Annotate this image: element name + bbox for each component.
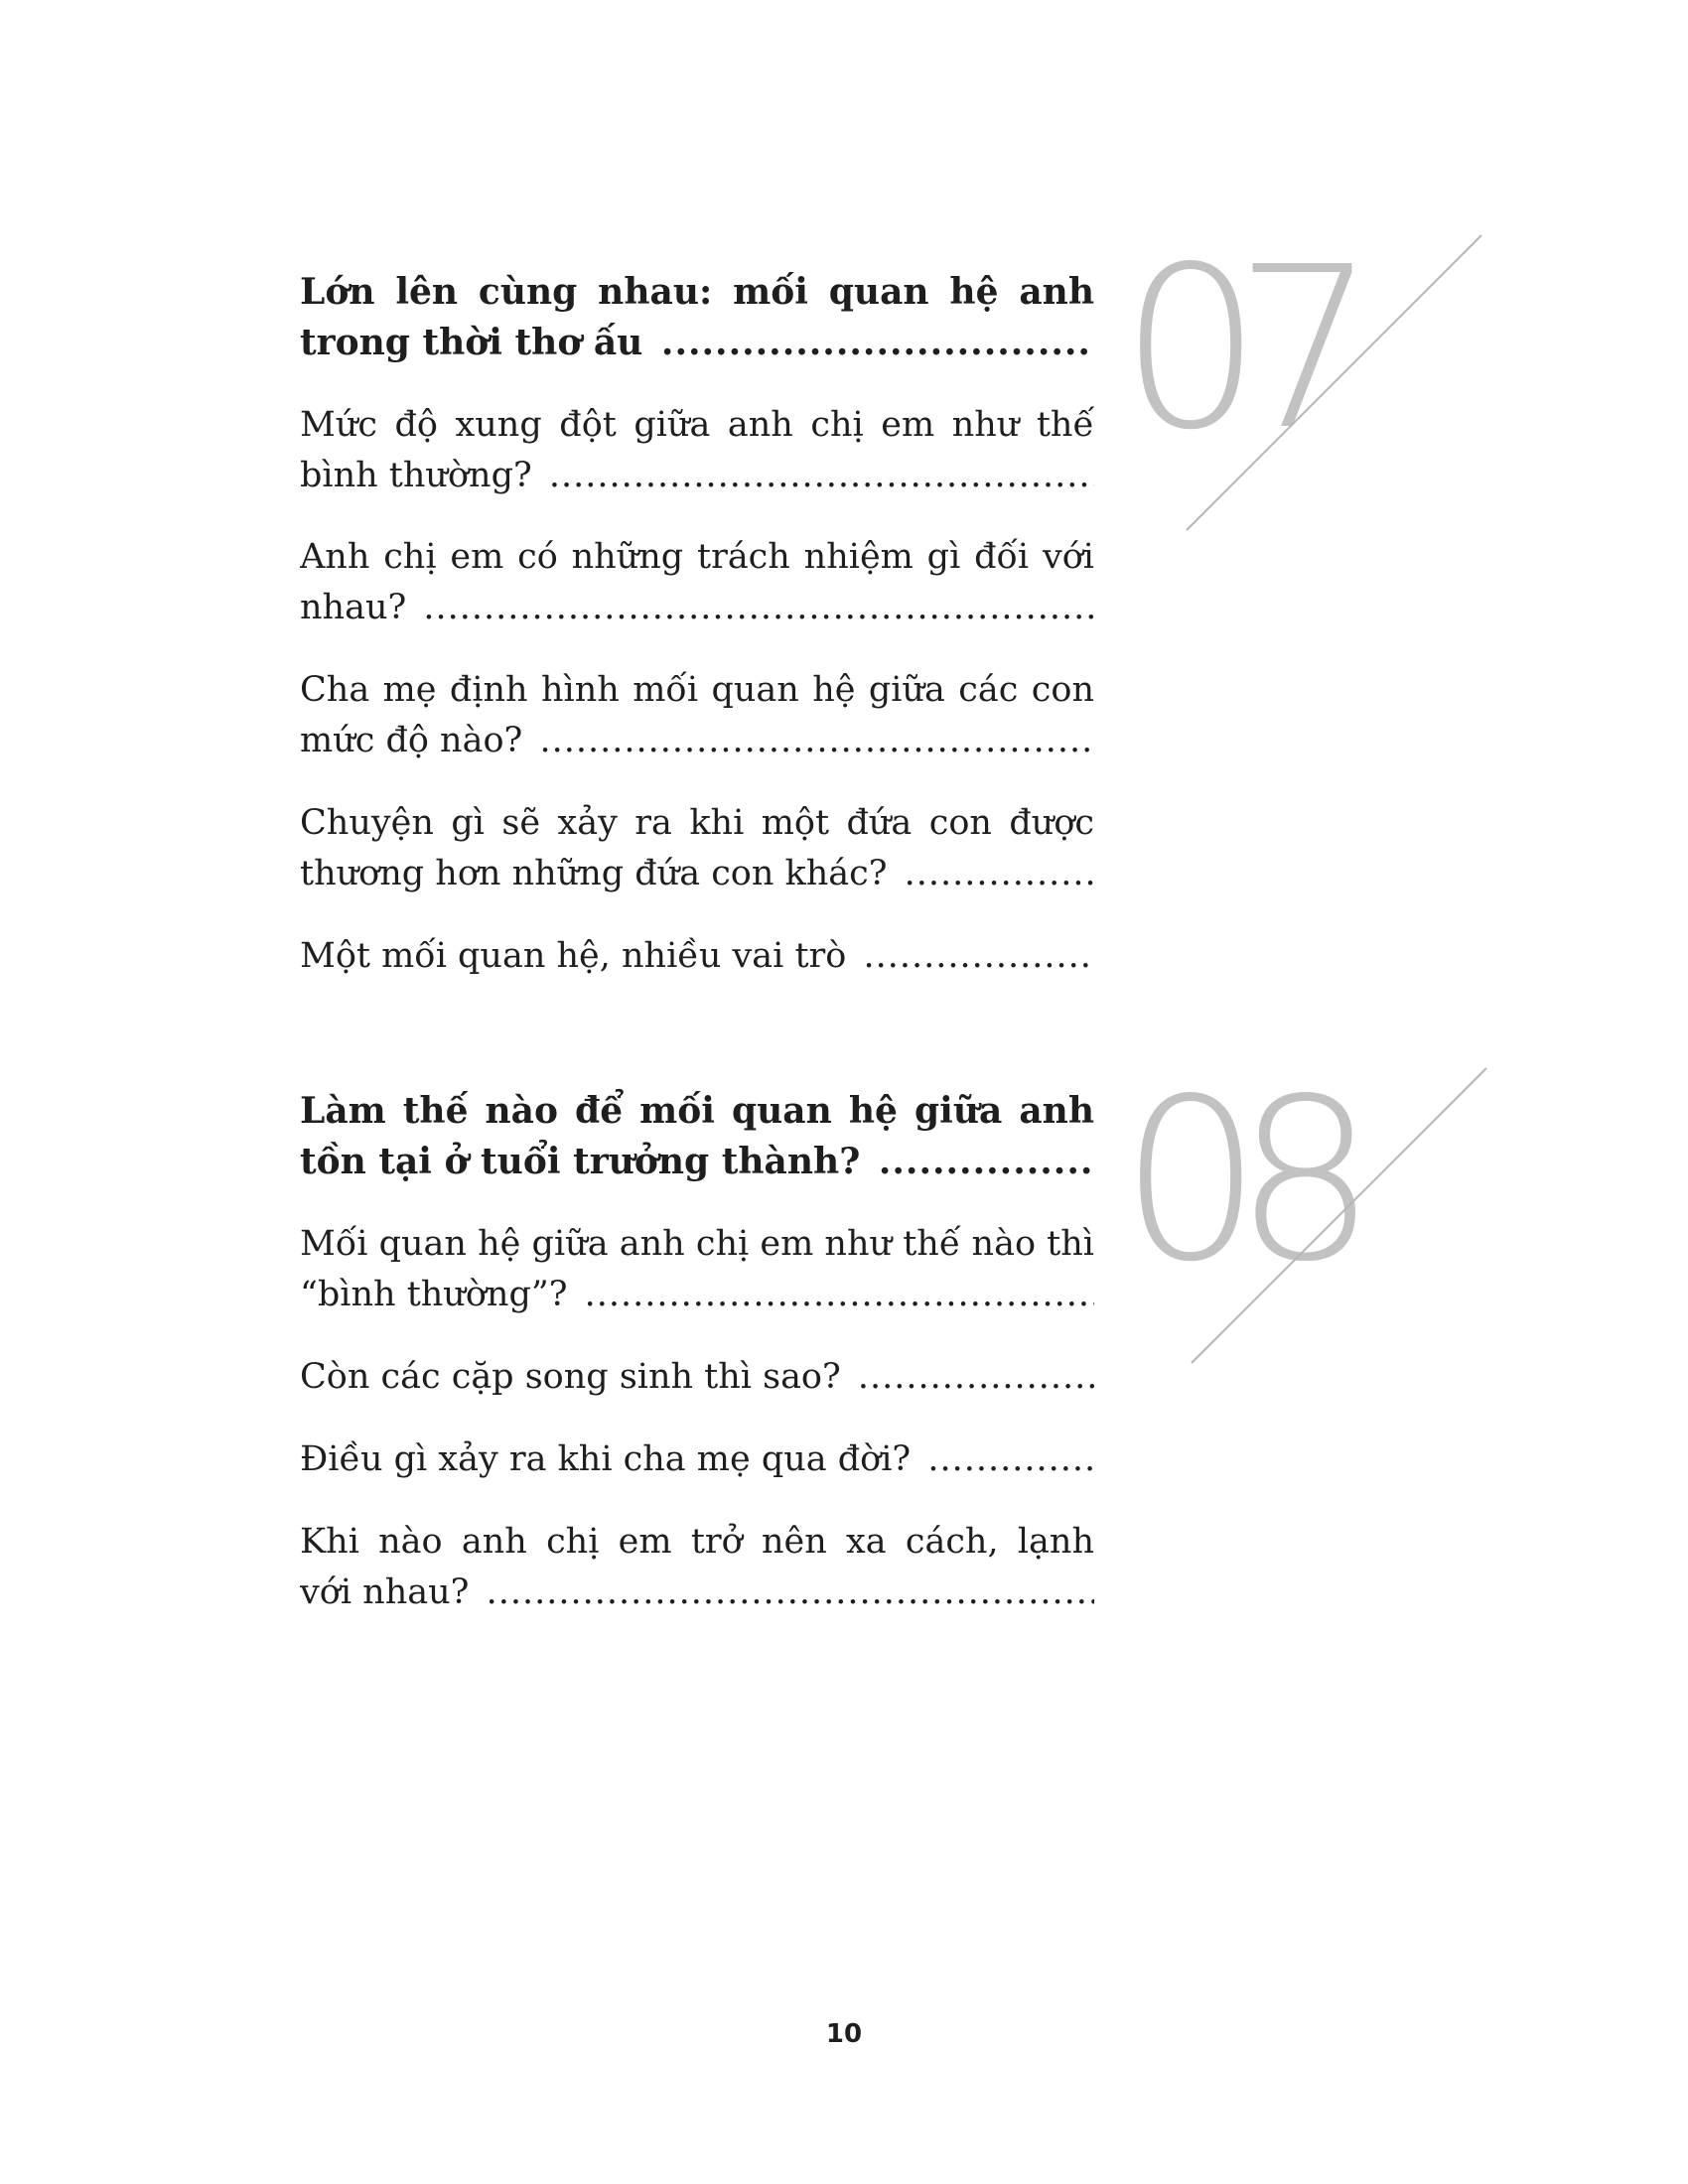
toc-entry[interactable] [300, 931, 1094, 982]
toc-entry-line1: Mối quan hệ giữa anh chị em như thế nào thì [300, 1224, 1094, 1264]
dot-leader [661, 322, 1094, 363]
toc-entry[interactable] [300, 798, 1094, 899]
chapter-title-line2: tồn tại ở tuổi trưởng thành? ..... [300, 1137, 1094, 1187]
toc-entry-line1: Mức độ xung đột giữa anh chị em như thế [300, 405, 1094, 445]
dot-leader [423, 588, 1094, 627]
toc-entry-line2: với nhau? ..... [300, 1568, 1094, 1618]
dot-leader [585, 1275, 1094, 1314]
dot-leader [879, 1141, 1094, 1182]
toc-entry-line: Còn các cặp song sinh thì sao? ..... [300, 1352, 1094, 1403]
page-number: 10 [825, 2019, 863, 2049]
dot-leader [927, 1439, 1094, 1479]
toc-entry-line: Một mối quan hệ, nhiều vai trò ..... [300, 931, 1094, 982]
chapter-title[interactable] [300, 1086, 1094, 1187]
toc-entry[interactable] [300, 400, 1094, 501]
chapter-number: 07 [1120, 219, 1349, 479]
toc-entry-line2: thương hơn những đứa con khác? ..... [300, 849, 1094, 899]
toc-entry-line2: “bình thường”? ..... [300, 1270, 1094, 1320]
dot-leader [863, 936, 1094, 976]
chapter-title[interactable] [300, 267, 1094, 368]
dot-leader [539, 721, 1094, 760]
toc-entry[interactable] [300, 665, 1094, 766]
toc-entry-line1: Cha mẹ định hình mối quan hệ giữa các con [300, 670, 1094, 710]
toc-entry-line1: Khi nào anh chị em trở nên xa cách, lạnh [300, 1522, 1094, 1562]
chapter-title-line1: Làm thế nào để mối quan hệ giữa anh [300, 1090, 1094, 1132]
toc-entry-line: Điều gì xảy ra khi cha mẹ qua đời? ..... [300, 1434, 1094, 1485]
toc-entry-line1: Anh chị em có những trách nhiệm gì đối với [300, 537, 1094, 577]
chapter-title-line1: Lớn lên cùng nhau: mối quan hệ anh [300, 271, 1094, 313]
toc-entry[interactable] [300, 1219, 1094, 1320]
toc-entry-line1: Chuyện gì sẽ xảy ra khi một đứa con được [300, 803, 1094, 843]
toc-entry[interactable] [300, 1352, 1094, 1403]
dot-leader [858, 1357, 1094, 1397]
toc-entry-line2: mức độ nào? ..... [300, 716, 1094, 766]
chapter-number: 08 [1120, 1051, 1349, 1311]
toc-entry[interactable] [300, 1517, 1094, 1618]
toc-entry[interactable] [300, 532, 1094, 633]
dot-leader [549, 456, 1094, 495]
chapter-title-line2: trong thời thơ ấu ..... [300, 318, 1094, 368]
dot-leader [487, 1572, 1094, 1612]
toc-entry-line2: bình thường? ..... [300, 451, 1094, 501]
dot-leader [905, 854, 1094, 893]
toc-entry[interactable] [300, 1434, 1094, 1485]
toc-entry-line2: nhau? ..... [300, 583, 1094, 633]
